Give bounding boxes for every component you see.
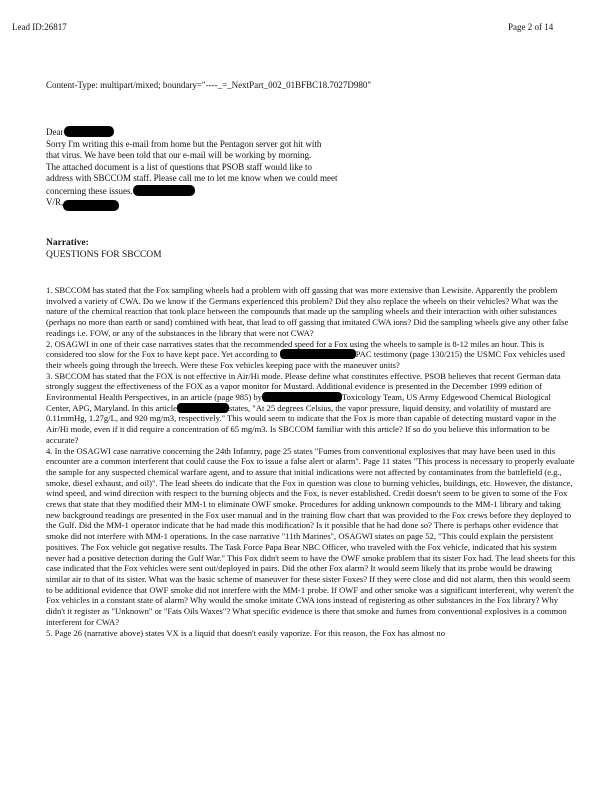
question-3-text-cont: Toxicology Team, US Army Edgewood Chemical Biological Center, APG, Maryland. In this article — [46, 392, 551, 413]
question-2-text-cont: PAC testimony (page 130/215) the USMC Fox vehicles used their wheels going through the breech. Were these Fox vehicles keeping pace with the maneuver units? — [46, 349, 565, 370]
question-2 — [46, 339, 576, 371]
content-type-line: Content-Type: multipart/mixed; boundary="----_=_NextPart_002_01BFBC18.7027D980" — [46, 80, 372, 90]
question-2-text: 2. OSAGWI in one of their case narratives states that the recommended speed for a Fox using the wheels to sample is 8-12 miles an hour. This is considered too slow for the Fox to have kept pace. Yet according to — [46, 338, 544, 360]
letter-line — [46, 185, 516, 198]
letter-line-text: concerning these issues. — [46, 185, 133, 196]
redaction-block — [280, 349, 356, 359]
question-3-text-end: states, "At 25 degrees Celsius, the vapor pressure, liquid density, and volatility of mustard are 0.11mmHg, 1.27g/L, and 920 mg/m3, respectively." This would seem to indicate that the Fox is more than capable of detecting mustard vapor in the Air/Hi mode, even if it did require a concentration of 65 mg/m3. Is SBCCOM familiar with this article? If so do you believe this information to be accurate? — [46, 402, 557, 445]
letter-line: Sorry I'm writing this e-mail from home but the Pentagon server got hit with — [46, 138, 322, 149]
salutation: Dear — [46, 127, 64, 137]
redaction-block — [64, 126, 114, 137]
questions-body — [46, 285, 576, 638]
narrative-title: Narrative: — [46, 238, 89, 248]
letter-line: that virus. We have been told that our e-mail will be working by morning. — [46, 150, 312, 160]
signoff-line — [46, 197, 516, 211]
narrative-heading — [46, 237, 516, 261]
question-3-text: 3. SBCCOM has stated that the FOX is not effective in Air/Hi mode. Please define what constitutes effective. PSOB believes that recent German data strongly suggest the effectiveness of the FOX as a vapor monitor for Mustard. Additional evidence is presented in the December 1999 edition of Environmental Health Perspectives, in an article (page 985) by — [46, 370, 561, 403]
question-5: 5. Page 26 (narrative above) states VX is a liquid that doesn't easily vaporize. For this reason, the Fox has almost no — [46, 627, 446, 638]
redaction-block — [63, 200, 119, 211]
redaction-block — [133, 185, 195, 196]
salutation-line — [46, 126, 516, 139]
question-3 — [46, 371, 576, 446]
redaction-block — [262, 392, 342, 402]
email-letter — [46, 126, 516, 211]
signoff: V/R, — [46, 197, 64, 207]
question-1: 1. SBCCOM has stated that the Fox sampling wheels had a problem with off gassing that was more extensive than Lewisite. Apparently the problem involved a variety of CWA. Do we know if the Germans experienced this problem? Did they also replace the wheels on their vehicles? What was the nature of the chemical reaction that took place between the compounds that made up the sampling wheels and their interaction with other substances (perhaps no more than earth or sand) combined with heat, that lead to off gassing that imitated CWA ions? Did the sampling wheels give any other false readings i.e. FOW, or any of the substances in the library that were not CWA? — [46, 285, 569, 338]
redaction-block — [177, 403, 229, 413]
lead-id: Lead ID:26817 — [12, 22, 67, 32]
letter-line: The attached document is a list of questions that PSOB staff would like to — [46, 161, 313, 172]
narrative-subtitle: QUESTIONS FOR SBCCOM — [46, 250, 162, 260]
letter-line: address with SBCCOM staff. Please call me to let me know when we could meet — [46, 173, 338, 183]
question-4: 4. In the OSAGWI case narrative concerning the 24th Infantry, page 25 states "Fumes from conventional explosives that may have been used in this encounter are a common interferent that could cause the Fox to issue a false alert or alarm". Page 11 states "This process is necessary to properly evaluate the sample for any suspected chemical warfare agent, and to assure that initial indications were not affected by contaminates from the battlefield (e.g., smoke, diesel exhaust, and oil)". The lead sheets do indicate that the Fox in question was close to burning vehicles, buildings, etc. However, the distance, wind speed, and wind direction with respect to the burning objects and the Fox, is never established. Credit doesn't seem to be given to some of the Fox crews that state that they modified their MM-1 to eliminate OWF smoke. Procedures for adding unknown compounds to the MM-1 library and taking new background readings are presented in the Fox user manual and in the training flow chart that was provided to the Fox crews before they deployed to the Gulf. Did the MM-1 operator indicate that he had made this modification? Is it possible that he had done so? There is perhaps other evidence that smoke did not interfere with MM-1 operations. In the case narrative "11th Marines", OSAGWI states on page 52, "This could explain the persistent positives. The Fox vehicle got negative results. The Task Force Papa Bear NBC Officer, who traveled with the Fox vehicle, indicated that his system never had a positive detection during the Gulf War." This Fox didn't seem to have the OWF smoke problem that its sister Fox had. The lead sheets for this case indicated that the Fox vehicles were sent out/deployed in pairs. Did the other Fox alarm? It would seem likely that its probe would be drawing similar air to that of its sister. What was the basic scheme of maneuver for these sister Foxes? If they were close and did not alarm, then this would seem to be additional evidence that OWF smoke did not interfere with the MM-1 probe. If OWF and other smoke was a significant interferent, why weren't the Fox vehicles in a constant state of alarm? Why would the smoke imitate CWA ions instead of registering as other substances in the Fox library? Why didn't it register as "Unknown" or "Fats Oils Waxes"? What specific evidence is there that smoke and fumes from conventional explosives is a common interferent for CWA? — [46, 445, 575, 627]
page-number: Page 2 of 14 — [508, 22, 554, 32]
